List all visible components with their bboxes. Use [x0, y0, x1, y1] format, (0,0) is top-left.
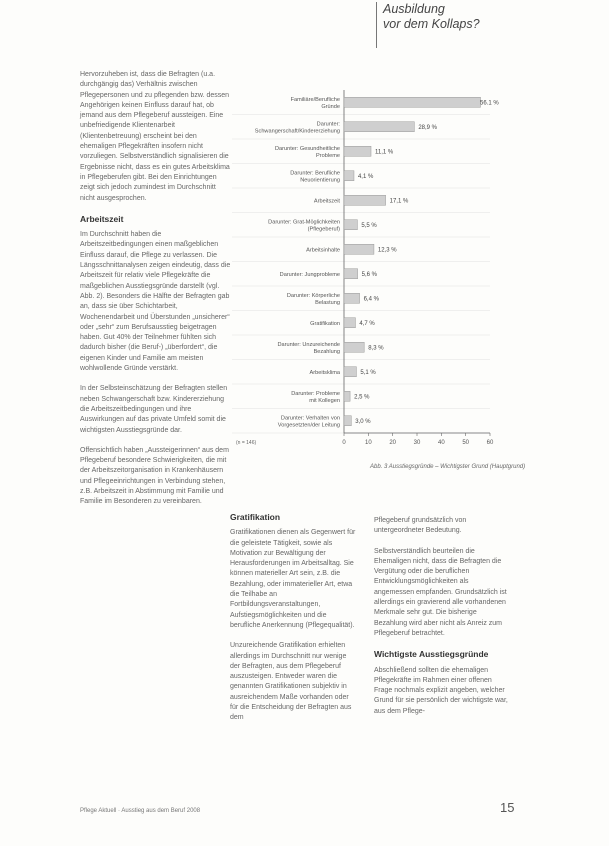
- bar: [344, 318, 355, 328]
- category-label: Darunter: Körperliche Belastung: [286, 292, 340, 306]
- paragraph: Offensichtlich haben „Aussteigerinnen“ aus dem Pflegeberuf besondere Schwierigkeiten, die mit der Arbeitszeitorganisation in Krankenhäusern und Pflegeeinrichtungen in Verbindung stehen, z.B. Arbeitszeit in Abstimmung mit Familie und Familie im Besonderen zu vereinbaren.: [80, 446, 229, 506]
- category-label: Darunter: Berufliche Neuorientierung: [290, 170, 340, 184]
- category-label: Arbeitsklima: [309, 369, 340, 376]
- value-label: 3,0 %: [355, 418, 371, 425]
- category-label: Darunter: Probleme mit Kollegen: [291, 390, 340, 404]
- chart-caption: Abb. 3 Ausstiegsgründe – Wichtigster Grund (Hauptgrund): [370, 464, 526, 470]
- middle-column: [230, 512, 358, 734]
- category-label: Darunter: Jungprobleme: [279, 271, 340, 278]
- x-tick-label: 0: [342, 440, 346, 446]
- value-label: 56.1 %: [480, 100, 499, 107]
- value-label: 2,5 %: [354, 394, 370, 401]
- value-label: 28,9 %: [418, 124, 438, 131]
- bar: [344, 416, 351, 426]
- x-tick-label: 30: [413, 440, 421, 446]
- right-column: [374, 516, 508, 727]
- x-tick-label: 40: [437, 440, 445, 446]
- paragraph: Gratifikationen dienen als Gegenwert für die geleistete Tätigkeit, sowie als Motivation zur Bewältigung der Herausforderungen im Arbeitsalltag. Sie können materieller Art sein, z.B. die Bezahlung, oder immaterieller Art, etwa die Teilhabe an Fortbildungsveranstaltungen, Aufstiegsmöglichkeiten und die berufliche Anerkennung (Pflegequalität).: [230, 529, 356, 629]
- paragraph: Im Durchschnitt haben die Arbeitszeitbedingungen einen maßgeblichen Einfluss darauf, die Pflege zu verlassen. Die Längsschnittanalysen zeigen eindeutig, dass die Arbeitszeit für relativ viele Pflegekräfte die maßgeblichen Ausstiegsgründe darstellt (vgl. Abb. 2). Besonders die Hälfte der Befragten gab an, dass sie über Schichtarbeit, Wochenendarbeit und Überstunden „unsicherer“ oder „sehr“ zum Berufsausstieg beigetragen haben. Gut 40% der Teilnehmer fühlten sich dadurch bisher (die Beruf-) „überfordert“, die eigenen Kinder und Familie am meisten wohlwollende Gründe verstärkt.: [80, 231, 231, 373]
- left-column: [80, 70, 232, 518]
- value-label: 4,1 %: [357, 173, 374, 180]
- x-tick-label: 60: [486, 440, 494, 446]
- bar: [344, 97, 481, 107]
- bar: [344, 391, 350, 401]
- page-number: 15: [500, 800, 515, 815]
- bar: [344, 171, 354, 181]
- category-label: Darunter: Unzureichende Bezahlung: [277, 341, 340, 355]
- x-tick-label: 50: [462, 440, 470, 446]
- x-tick-label: 20: [389, 440, 397, 446]
- paragraph: Abschließend sollten die ehemaligen Pflegekräfte im Rahmen einer offenen Frage nochmals explizit angeben, welcher Grund für sie persönlich der wichtigste war, aus dem Pflege-: [374, 666, 508, 715]
- category-label: Darunter: Grat-Möglichkeiten (Pflegeberuf): [268, 219, 340, 233]
- bar: [344, 269, 358, 279]
- bar: [344, 122, 414, 132]
- value-label: 5,1 %: [360, 369, 376, 376]
- value-label: 5,6 %: [361, 271, 377, 278]
- x-tick-label: 10: [364, 440, 372, 446]
- page-footer: Pflege Aktuell · Ausstieg aus dem Beruf 2008: [80, 808, 201, 814]
- section-heading-gratifikation: Gratifikation: [230, 512, 281, 522]
- paragraph: Pflegeberuf grundsätzlich von untergeordneter Bedeutung.: [374, 517, 467, 535]
- paragraph: Selbstverständlich beurteilen die Ehemaligen nicht, dass die Befragten die Vergütung oder die beruflichen Entwicklungsmöglichkeiten als angemessen empfanden. Grundsätzlich ist allerdings ein gravierend alle vorhandenen Merkmale sehr gut. Die bisherige Bezahlung wird aber nicht als Anreiz zum Pflegeberuf betrachtet.: [374, 547, 507, 637]
- bar: [344, 342, 364, 352]
- paragraph: Hervorzuheben ist, dass die Befragten (u.a. durchgängig das) Verhältnis zwischen Pflegepersonen und zu pflegenden bzw. dessen Angehörigen keinen Einfluss darauf hat, ob jemand aus dem Pflegeberuf aussteigen. Eine unbefriedigende Klientenarbeit (Klientenbetreuung) erscheint bei den ehemaligen Pflegekräften insofern nicht vorzuliegen. Selbstverständlich signalisieren die Ergebnisse nicht, dass es ein gutes Arbeitsklima in Pflegeberufen gibt. Bei den Einrichtungen zeigt sich jedoch zumindest im Durchschnitt nicht ausgesprochen.: [80, 71, 230, 202]
- category-label: Darunter: Verhalten von Vorgesetzten/der Leitung: [277, 415, 340, 429]
- bar: [344, 367, 356, 377]
- header-title-line1: Ausbildung: [383, 2, 445, 16]
- value-label: 8,3 %: [368, 345, 384, 352]
- sample-size-label: (n = 146): [236, 440, 257, 446]
- bar: [344, 293, 360, 303]
- value-label: 4,7 %: [359, 320, 375, 327]
- category-label: Darunter: Schwangerschaft/Kindererziehung: [254, 121, 340, 135]
- value-label: 12,3 %: [377, 247, 397, 254]
- bar: [344, 220, 357, 230]
- header-title-line2: vor dem Kollaps?: [383, 17, 480, 31]
- category-label: Arbeitsinhalte: [306, 247, 340, 254]
- bar: [344, 244, 374, 254]
- value-label: 11,1 %: [375, 149, 394, 156]
- value-label: 5,5 %: [361, 222, 377, 229]
- value-label: 17,1 %: [389, 198, 409, 205]
- paragraph: In der Selbsteinschätzung der Befragten stellen neben Schwangerschaft bzw. Kindererziehung die Arbeitszeitbedingungen und ihre Auswirkungen auf das private Umfeld somit die wichtigsten Ausstiegsgründe dar.: [80, 385, 228, 434]
- exit-reasons-chart: [232, 84, 504, 456]
- bar: [344, 146, 371, 156]
- category-label: Darunter: Gesundheitliche Probleme: [275, 145, 340, 159]
- section-heading-ausstiegsgruende: Wichtigste Ausstiegsgründe: [374, 649, 489, 660]
- bar: [344, 195, 386, 205]
- paragraph: Unzureichende Gratifikation erhielten allerdings im Durchschnitt nur wenige der Befragten, aus dem Pflegeberuf auszusteigen. Entweder waren die genannten Gratifikationen subjektiv in ausreichendem Maße vorhanden oder für die Entscheidung der Befragten aus dem: [230, 642, 352, 722]
- section-header: [376, 2, 511, 48]
- category-label: Gratifikation: [310, 320, 340, 327]
- section-heading-arbeitszeit: Arbeitszeit: [80, 213, 124, 224]
- value-label: 6,4 %: [363, 296, 379, 303]
- chart-canvas: [232, 84, 504, 456]
- category-label: Arbeitszeit: [313, 198, 340, 205]
- category-label: Familiäre/Berufliche Gründe: [290, 96, 340, 110]
